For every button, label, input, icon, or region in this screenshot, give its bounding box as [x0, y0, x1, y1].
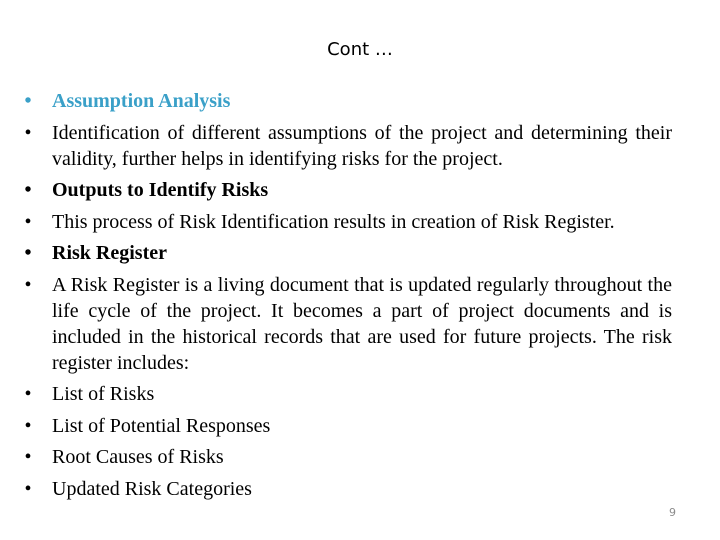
bullet-text: A Risk Register is a living document that is updated regularly throughout the life cycle of the project. It becomes a part of project documents and is included in the historical records that are used for future projects. The risk register includes:	[52, 273, 672, 374]
bullet-item-identification	[20, 120, 672, 172]
bullet-icon: •	[24, 414, 32, 437]
bullet-icon: •	[24, 477, 32, 500]
bullet-item-risk-register-description	[20, 272, 672, 376]
bullet-text: List of Potential Responses	[52, 414, 271, 437]
bullet-text: Identification of different assumptions of the project and determining their validity, further helps in identifying risks for the project.	[52, 121, 672, 170]
bullet-item-risk-register-heading	[20, 240, 672, 266]
bullet-text: Risk Register	[52, 242, 167, 264]
bullet-item-risk-identification-result	[20, 209, 672, 235]
bullet-icon: •	[24, 242, 32, 264]
bullet-text: Updated Risk Categories	[52, 477, 252, 500]
bullet-text: This process of Risk Identification results in creation of Risk Register.	[52, 210, 615, 233]
page-number: 9	[669, 506, 676, 519]
bullet-item-outputs-heading	[20, 177, 672, 203]
bullet-text: Outputs to Identify Risks	[52, 179, 269, 201]
bullet-item-assumption-analysis	[20, 88, 672, 114]
bullet-list	[20, 88, 672, 507]
bullet-item-potential-responses	[20, 413, 672, 439]
bullet-item-updated-categories	[20, 476, 672, 502]
bullet-icon: •	[24, 446, 32, 468]
bullet-icon: •	[24, 121, 32, 144]
bullet-icon: •	[24, 273, 32, 296]
slide-title: Cont …	[327, 39, 393, 60]
bullet-item-list-of-risks	[20, 381, 672, 407]
bullet-icon: •	[24, 210, 32, 233]
bullet-text: List of Risks	[52, 383, 155, 405]
bullet-icon: •	[24, 90, 32, 112]
bullet-icon: •	[24, 179, 32, 201]
bullet-icon: •	[24, 383, 32, 405]
bullet-item-root-causes	[20, 444, 672, 470]
bullet-text: Assumption Analysis	[52, 90, 231, 112]
bullet-text: Root Causes of Risks	[52, 446, 224, 468]
